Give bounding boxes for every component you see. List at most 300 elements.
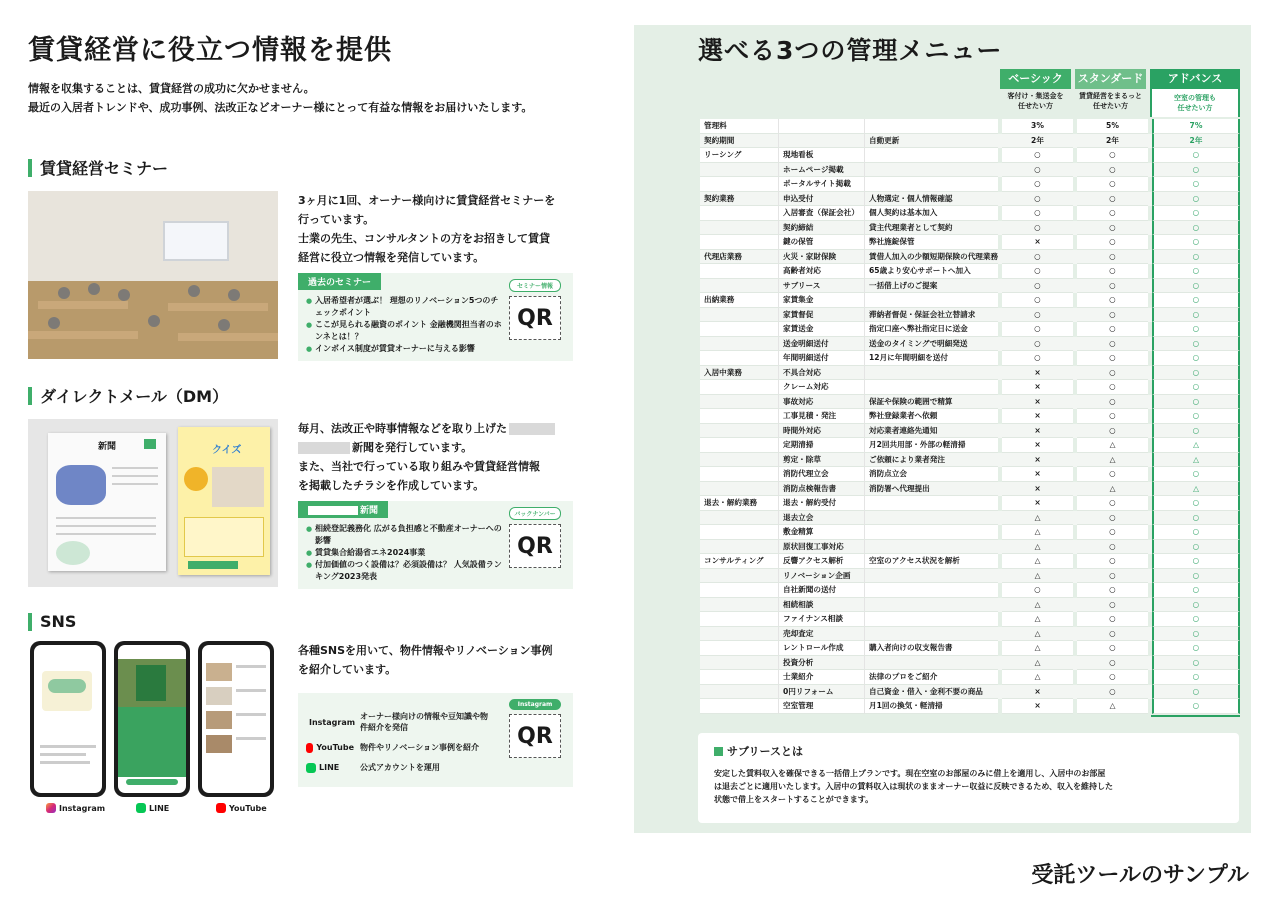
- advance-cell: ○: [1152, 235, 1240, 250]
- advance-cell: ○: [1152, 424, 1240, 439]
- basic-cell: ○: [1002, 264, 1073, 279]
- instagram-label[interactable]: [46, 803, 105, 813]
- sublease-line: 安定した賃料収入を確保できる一括借上プランです。現在空室のお部屋のみに借上を適用し、入居中のお部屋: [714, 769, 1106, 778]
- list-item: ● 相続登記義務化 広がる負担感と不動産オーナーへの影響: [306, 523, 506, 547]
- sns-row-text: オーナー様向けの情報や豆知識や物件紹介を発信: [360, 712, 488, 732]
- advance-cell: ○: [1152, 163, 1240, 178]
- category-cell: [700, 699, 778, 714]
- table-row: [700, 525, 1242, 540]
- desc-line: を掲載したチラシを作成しています。: [298, 479, 485, 492]
- table-row: [700, 221, 1242, 236]
- basic-cell: △: [1002, 670, 1073, 685]
- standard-cell: ○: [1077, 670, 1148, 685]
- detail-cell: [864, 511, 998, 526]
- detail-cell: [864, 583, 998, 598]
- detail-cell: [864, 598, 998, 613]
- basic-cell: ○: [1002, 308, 1073, 323]
- advance-cell: ○: [1152, 525, 1240, 540]
- desc-line: 行っています。: [298, 213, 375, 226]
- desc-line: 3ヶ月に1回、オーナー様向けに賃貸経営セミナーを: [298, 194, 556, 207]
- basic-cell: ×: [1002, 395, 1073, 410]
- category-cell: [700, 235, 778, 250]
- basic-cell: △: [1002, 656, 1073, 671]
- standard-cell: ○: [1077, 293, 1148, 308]
- item-cell: 入居審査（保証会社）: [778, 206, 864, 221]
- sublease-line: は退去ごとに適用いたします。入居中の賃料収入は現状のままオーナー収益に反映できるため、収入を維持した: [714, 782, 1114, 791]
- basic-cell: ○: [1002, 250, 1073, 265]
- standard-cell: ○: [1077, 322, 1148, 337]
- detail-cell: 65歳より安心サポートへ加入: [864, 264, 998, 279]
- detail-cell: [864, 119, 998, 134]
- plan-advance-sub: [1150, 89, 1240, 117]
- category-cell: [700, 569, 778, 584]
- sublease-title: [714, 743, 1223, 759]
- detail-cell: 購入者向けの収支報告書: [864, 641, 998, 656]
- standard-cell: ○: [1077, 395, 1148, 410]
- advance-cell: △: [1152, 453, 1240, 468]
- flyer-title: クイズ: [212, 445, 242, 456]
- advance-cell: ○: [1152, 366, 1240, 381]
- item-cell: 事故対応: [778, 395, 864, 410]
- item-cell: 売却査定: [778, 627, 864, 642]
- advance-cell: ○: [1152, 554, 1240, 569]
- advance-column-bottom: [1151, 715, 1240, 717]
- standard-cell: ○: [1077, 656, 1148, 671]
- basic-cell: ○: [1002, 322, 1073, 337]
- table-row: [700, 540, 1242, 555]
- standard-cell: ○: [1077, 221, 1148, 236]
- standard-cell: ○: [1077, 583, 1148, 598]
- detail-cell: [864, 627, 998, 642]
- item-cell: 現地看板: [778, 148, 864, 163]
- category-cell: [700, 670, 778, 685]
- desc-line: [298, 419, 573, 438]
- item-cell: レントロール作成: [778, 641, 864, 656]
- category-cell: [700, 511, 778, 526]
- category-cell: [700, 409, 778, 424]
- table-row: [700, 612, 1242, 627]
- detail-cell: 自己資金・借入・金利不要の商品: [864, 685, 998, 700]
- qr-code[interactable]: QR: [509, 524, 561, 568]
- standard-cell: ○: [1077, 525, 1148, 540]
- standard-cell: ○: [1077, 380, 1148, 395]
- brand-name: LINE: [319, 763, 340, 772]
- list-item: ● インボイス制度が賃貸オーナーに与える影響: [306, 343, 506, 355]
- brand-name: Instagram: [309, 717, 356, 727]
- line-icon: [306, 763, 316, 773]
- basic-cell: ○: [1002, 206, 1073, 221]
- basic-cell: △: [1002, 598, 1073, 613]
- desc-line: 経営に役立つ情報を発信しています。: [298, 251, 485, 264]
- intro-text: [28, 79, 588, 117]
- basic-cell: 2年: [1002, 134, 1073, 149]
- phone-youtube: [198, 641, 274, 797]
- item-cell: ポータルサイト掲載: [778, 177, 864, 192]
- qr-code[interactable]: QR: [509, 296, 561, 340]
- brand-name: YouTube: [316, 743, 354, 752]
- redacted-block: [509, 423, 555, 435]
- item-cell: 火災・家財保険: [778, 250, 864, 265]
- category-cell: [700, 206, 778, 221]
- category-cell: [700, 438, 778, 453]
- sns-box: [298, 693, 573, 787]
- newspaper-list: [306, 523, 506, 583]
- standard-cell: △: [1077, 438, 1148, 453]
- basic-cell: ×: [1002, 380, 1073, 395]
- advance-cell: ○: [1152, 540, 1240, 555]
- basic-cell: ×: [1002, 438, 1073, 453]
- heading-bar: [28, 387, 32, 405]
- item-cell: 工事見積・発注: [778, 409, 864, 424]
- table-row: [700, 134, 1242, 149]
- standard-cell: ○: [1077, 569, 1148, 584]
- dm-photo: [28, 419, 278, 587]
- youtube-label[interactable]: [216, 803, 267, 813]
- newspaper-label: 新聞: [298, 501, 388, 518]
- basic-cell: △: [1002, 627, 1073, 642]
- plan-sub-line: 客付け・集送金を: [1007, 92, 1064, 100]
- newspaper-image: [48, 433, 166, 571]
- standard-cell: ○: [1077, 250, 1148, 265]
- item-cell: 消防点検報告書: [778, 482, 864, 497]
- basic-cell: ×: [1002, 409, 1073, 424]
- table-row: [700, 438, 1242, 453]
- advance-cell: ○: [1152, 308, 1240, 323]
- line-icon: [136, 803, 146, 813]
- category-cell: [700, 482, 778, 497]
- category-cell: 契約期間: [700, 134, 778, 149]
- category-cell: [700, 656, 778, 671]
- seminar-description: [298, 191, 573, 267]
- basic-cell: ○: [1002, 279, 1073, 294]
- item-cell: リノベーション企画: [778, 569, 864, 584]
- advance-cell: ○: [1152, 206, 1240, 221]
- intro-line: 最近の入居者トレンドや、成功事例、法改正などオーナー様にとって有益な情報をお届けいたします。: [28, 101, 533, 114]
- list-item: ● 賃貸集合給湯省エネ2024事業: [306, 547, 506, 559]
- heading-bar: [28, 159, 32, 177]
- basic-cell: ×: [1002, 453, 1073, 468]
- phone-line: [114, 641, 190, 797]
- square-icon: [714, 747, 723, 756]
- standard-cell: ○: [1077, 264, 1148, 279]
- advance-cell: ○: [1152, 293, 1240, 308]
- category-cell: [700, 424, 778, 439]
- desc-line: 各種SNSを用いて、物件情報やリノベーション事例: [298, 644, 553, 657]
- sns-description: [298, 641, 573, 679]
- desc-text: 毎月、法改正や時事情報などを取り上げた: [298, 422, 507, 435]
- detail-cell: 滞納者督促・保証会社立替請求: [864, 308, 998, 323]
- past-seminar-box: [298, 273, 573, 361]
- item-cell: 家賃督促: [778, 308, 864, 323]
- standard-cell: ○: [1077, 467, 1148, 482]
- item-cell: 敷金精算: [778, 525, 864, 540]
- detail-cell: 12月に年間明細を送付: [864, 351, 998, 366]
- basic-cell: ×: [1002, 685, 1073, 700]
- item-cell: 送金明細送付: [778, 337, 864, 352]
- qr-tag: セミナー情報: [509, 279, 561, 292]
- sublease-title-text: サブリースとは: [727, 745, 804, 758]
- detail-cell: 月1回の換気・軽清掃: [864, 699, 998, 714]
- basic-cell: ○: [1002, 293, 1073, 308]
- standard-cell: △: [1077, 482, 1148, 497]
- standard-cell: ○: [1077, 598, 1148, 613]
- table-row: [700, 395, 1242, 410]
- basic-cell: ○: [1002, 192, 1073, 207]
- standard-cell: ○: [1077, 641, 1148, 656]
- basic-cell: ×: [1002, 366, 1073, 381]
- item-cell: 年間明細送付: [778, 351, 864, 366]
- label-text: Instagram: [59, 803, 106, 813]
- table-row: [700, 424, 1242, 439]
- table-row: [700, 337, 1242, 352]
- sns-phones: [28, 641, 278, 821]
- sublease-line: 状態で借上をスタートすることができます。: [714, 795, 874, 804]
- standard-cell: 5%: [1077, 119, 1148, 134]
- detail-cell: 一括借上げのご提案: [864, 279, 998, 294]
- standard-cell: ○: [1077, 148, 1148, 163]
- label-text: YouTube: [229, 803, 267, 813]
- plan-standard-header: スタンダード: [1075, 69, 1146, 89]
- sublease-text: [714, 767, 1223, 806]
- table-row: [700, 699, 1242, 714]
- table-row: [700, 511, 1242, 526]
- item-cell: 士業紹介: [778, 670, 864, 685]
- redacted-block: [298, 442, 350, 454]
- sns-qr[interactable]: [509, 699, 561, 758]
- advance-cell: △: [1152, 482, 1240, 497]
- advance-cell: ○: [1152, 641, 1240, 656]
- seminar-list: [306, 295, 506, 355]
- category-cell: [700, 685, 778, 700]
- basic-cell: 3%: [1002, 119, 1073, 134]
- category-cell: [700, 525, 778, 540]
- item-cell: 投資分析: [778, 656, 864, 671]
- basic-cell: △: [1002, 612, 1073, 627]
- qr-tag: バックナンバー: [509, 507, 561, 520]
- standard-cell: ○: [1077, 554, 1148, 569]
- category-cell: [700, 264, 778, 279]
- table-row: [700, 598, 1242, 613]
- item-cell: 剪定・除草: [778, 453, 864, 468]
- item-cell: 反響アクセス解析: [778, 554, 864, 569]
- detail-cell: [864, 380, 998, 395]
- list-item: ● 入居希望者が選ぶ！ 理想のリノベーション5つのチェックポイント: [306, 295, 506, 319]
- desc-line: [298, 438, 573, 457]
- item-cell: 契約締結: [778, 221, 864, 236]
- basic-cell: ×: [1002, 467, 1073, 482]
- item-cell: 時間外対応: [778, 424, 864, 439]
- table-row: [700, 641, 1242, 656]
- left-page: [28, 28, 588, 828]
- category-cell: 退去・解約業務: [700, 496, 778, 511]
- basic-cell: △: [1002, 540, 1073, 555]
- detail-cell: 弊社登録業者へ依頼: [864, 409, 998, 424]
- category-cell: 出納業務: [700, 293, 778, 308]
- table-row: [700, 148, 1242, 163]
- category-cell: [700, 163, 778, 178]
- category-cell: [700, 177, 778, 192]
- advance-cell: ○: [1152, 221, 1240, 236]
- category-cell: 契約業務: [700, 192, 778, 207]
- detail-cell: 消防点立会: [864, 467, 998, 482]
- table-row: [700, 206, 1242, 221]
- advance-cell: ○: [1152, 148, 1240, 163]
- table-row: [700, 119, 1242, 134]
- detail-cell: 月2回共用部・外部の軽清掃: [864, 438, 998, 453]
- advance-cell: ○: [1152, 192, 1240, 207]
- basic-cell: △: [1002, 641, 1073, 656]
- instagram-icon: [46, 803, 56, 813]
- advance-cell: ○: [1152, 685, 1240, 700]
- table-row: [700, 467, 1242, 482]
- table-row: [700, 163, 1242, 178]
- menu-title: 選べる3つの管理メニュー: [698, 36, 1003, 65]
- newspaper-title: 新聞: [98, 442, 117, 452]
- advance-cell: △: [1152, 438, 1240, 453]
- basic-cell: ○: [1002, 177, 1073, 192]
- detail-cell: 人物選定・個人情報確認: [864, 192, 998, 207]
- detail-cell: [864, 177, 998, 192]
- item-cell: 高齢者対応: [778, 264, 864, 279]
- page-title: 賃貸経営に役立つ情報を提供: [28, 35, 392, 66]
- detail-cell: 対応業者連絡先通知: [864, 424, 998, 439]
- item-cell: 定期清掃: [778, 438, 864, 453]
- dm-description: [298, 419, 573, 495]
- detail-cell: 指定口座へ弊社指定日に送金: [864, 322, 998, 337]
- advance-cell: ○: [1152, 250, 1240, 265]
- item-cell: 退去立会: [778, 511, 864, 526]
- standard-cell: ○: [1077, 424, 1148, 439]
- intro-line: 情報を収集することは、賃貸経営の成功に欠かせません。: [28, 82, 315, 95]
- category-cell: [700, 598, 778, 613]
- category-cell: [700, 221, 778, 236]
- standard-cell: ○: [1077, 308, 1148, 323]
- advance-cell: ○: [1152, 569, 1240, 584]
- advance-cell: ○: [1152, 337, 1240, 352]
- basic-cell: △: [1002, 511, 1073, 526]
- dm-heading: [28, 384, 588, 407]
- qr-code[interactable]: QR: [509, 714, 561, 758]
- item-cell: 家賃集金: [778, 293, 864, 308]
- plan-sub-line: 任せたい方: [1093, 102, 1128, 110]
- item-cell: 0円リフォーム: [778, 685, 864, 700]
- detail-cell: [864, 163, 998, 178]
- basic-cell: ○: [1002, 221, 1073, 236]
- table-row: [700, 380, 1242, 395]
- advance-cell: ○: [1152, 380, 1240, 395]
- basic-cell: ×: [1002, 482, 1073, 497]
- seminar-photo: [28, 191, 278, 359]
- table-row: [700, 409, 1242, 424]
- item-cell: ファイナンス相談: [778, 612, 864, 627]
- standard-cell: ○: [1077, 235, 1148, 250]
- line-label[interactable]: [136, 803, 169, 813]
- advance-cell: ○: [1152, 670, 1240, 685]
- item-cell: [778, 134, 864, 149]
- category-cell: [700, 380, 778, 395]
- basic-cell: ○: [1002, 148, 1073, 163]
- menu-table: [700, 119, 1242, 714]
- table-row: [700, 453, 1242, 468]
- item-cell: クレーム対応: [778, 380, 864, 395]
- detail-cell: ご依頼により業者発注: [864, 453, 998, 468]
- advance-cell: ○: [1152, 496, 1240, 511]
- table-row: [700, 496, 1242, 511]
- item-cell: [778, 119, 864, 134]
- category-cell: コンサルティング: [700, 554, 778, 569]
- detail-cell: [864, 148, 998, 163]
- table-row: [700, 235, 1242, 250]
- category-cell: [700, 641, 778, 656]
- standard-cell: △: [1077, 453, 1148, 468]
- category-cell: [700, 583, 778, 598]
- desc-line: を紹介しています。: [298, 663, 397, 676]
- item-cell: 鍵の保管: [778, 235, 864, 250]
- table-row: [700, 685, 1242, 700]
- sns-heading-text: SNS: [40, 612, 77, 631]
- detail-cell: [864, 496, 998, 511]
- table-row: [700, 322, 1242, 337]
- standard-cell: ○: [1077, 177, 1148, 192]
- plan-sub-line: 任せたい方: [1177, 104, 1213, 112]
- seminar-qr[interactable]: [509, 279, 561, 340]
- standard-cell: ○: [1077, 366, 1148, 381]
- standard-cell: ○: [1077, 409, 1148, 424]
- category-cell: [700, 467, 778, 482]
- standard-cell: ○: [1077, 685, 1148, 700]
- table-row: [700, 177, 1242, 192]
- detail-cell: 空室のアクセス状況を解析: [864, 554, 998, 569]
- standard-cell: ○: [1077, 496, 1148, 511]
- standard-cell: ○: [1077, 612, 1148, 627]
- table-row: [700, 670, 1242, 685]
- detail-cell: [864, 656, 998, 671]
- category-cell: [700, 351, 778, 366]
- detail-cell: 消防署へ代理提出: [864, 482, 998, 497]
- category-cell: 代理店業務: [700, 250, 778, 265]
- sns-heading: [28, 612, 588, 631]
- standard-cell: ○: [1077, 163, 1148, 178]
- category-cell: [700, 322, 778, 337]
- desc-line: 士業の先生、コンサルタントの方をお招きして賃貸: [298, 232, 551, 245]
- dm-qr[interactable]: [509, 507, 561, 568]
- standard-cell: ○: [1077, 206, 1148, 221]
- seminar-heading-text: 賃貸経営セミナー: [40, 159, 169, 178]
- detail-cell: 保証や保険の範囲で精算: [864, 395, 998, 410]
- sns-section: [28, 612, 588, 821]
- basic-cell: △: [1002, 525, 1073, 540]
- phone-instagram: [30, 641, 106, 797]
- detail-cell: [864, 366, 998, 381]
- item-cell: 空室管理: [778, 699, 864, 714]
- basic-cell: ○: [1002, 583, 1073, 598]
- category-cell: リーシング: [700, 148, 778, 163]
- plan-standard-sub: [1075, 91, 1146, 111]
- advance-cell: ○: [1152, 699, 1240, 714]
- advance-cell: ○: [1152, 177, 1240, 192]
- plan-basic-header: ベーシック: [1000, 69, 1071, 89]
- item-cell: サブリース: [778, 279, 864, 294]
- item-cell: 退去・解約受付: [778, 496, 864, 511]
- plan-advance-header: アドバンス: [1150, 69, 1240, 89]
- table-row: [700, 569, 1242, 584]
- table-row: [700, 192, 1242, 207]
- seminar-heading: [28, 156, 588, 179]
- advance-cell: ○: [1152, 279, 1240, 294]
- table-row: [700, 627, 1242, 642]
- advance-cell: ○: [1152, 264, 1240, 279]
- item-cell: 自社新聞の送付: [778, 583, 864, 598]
